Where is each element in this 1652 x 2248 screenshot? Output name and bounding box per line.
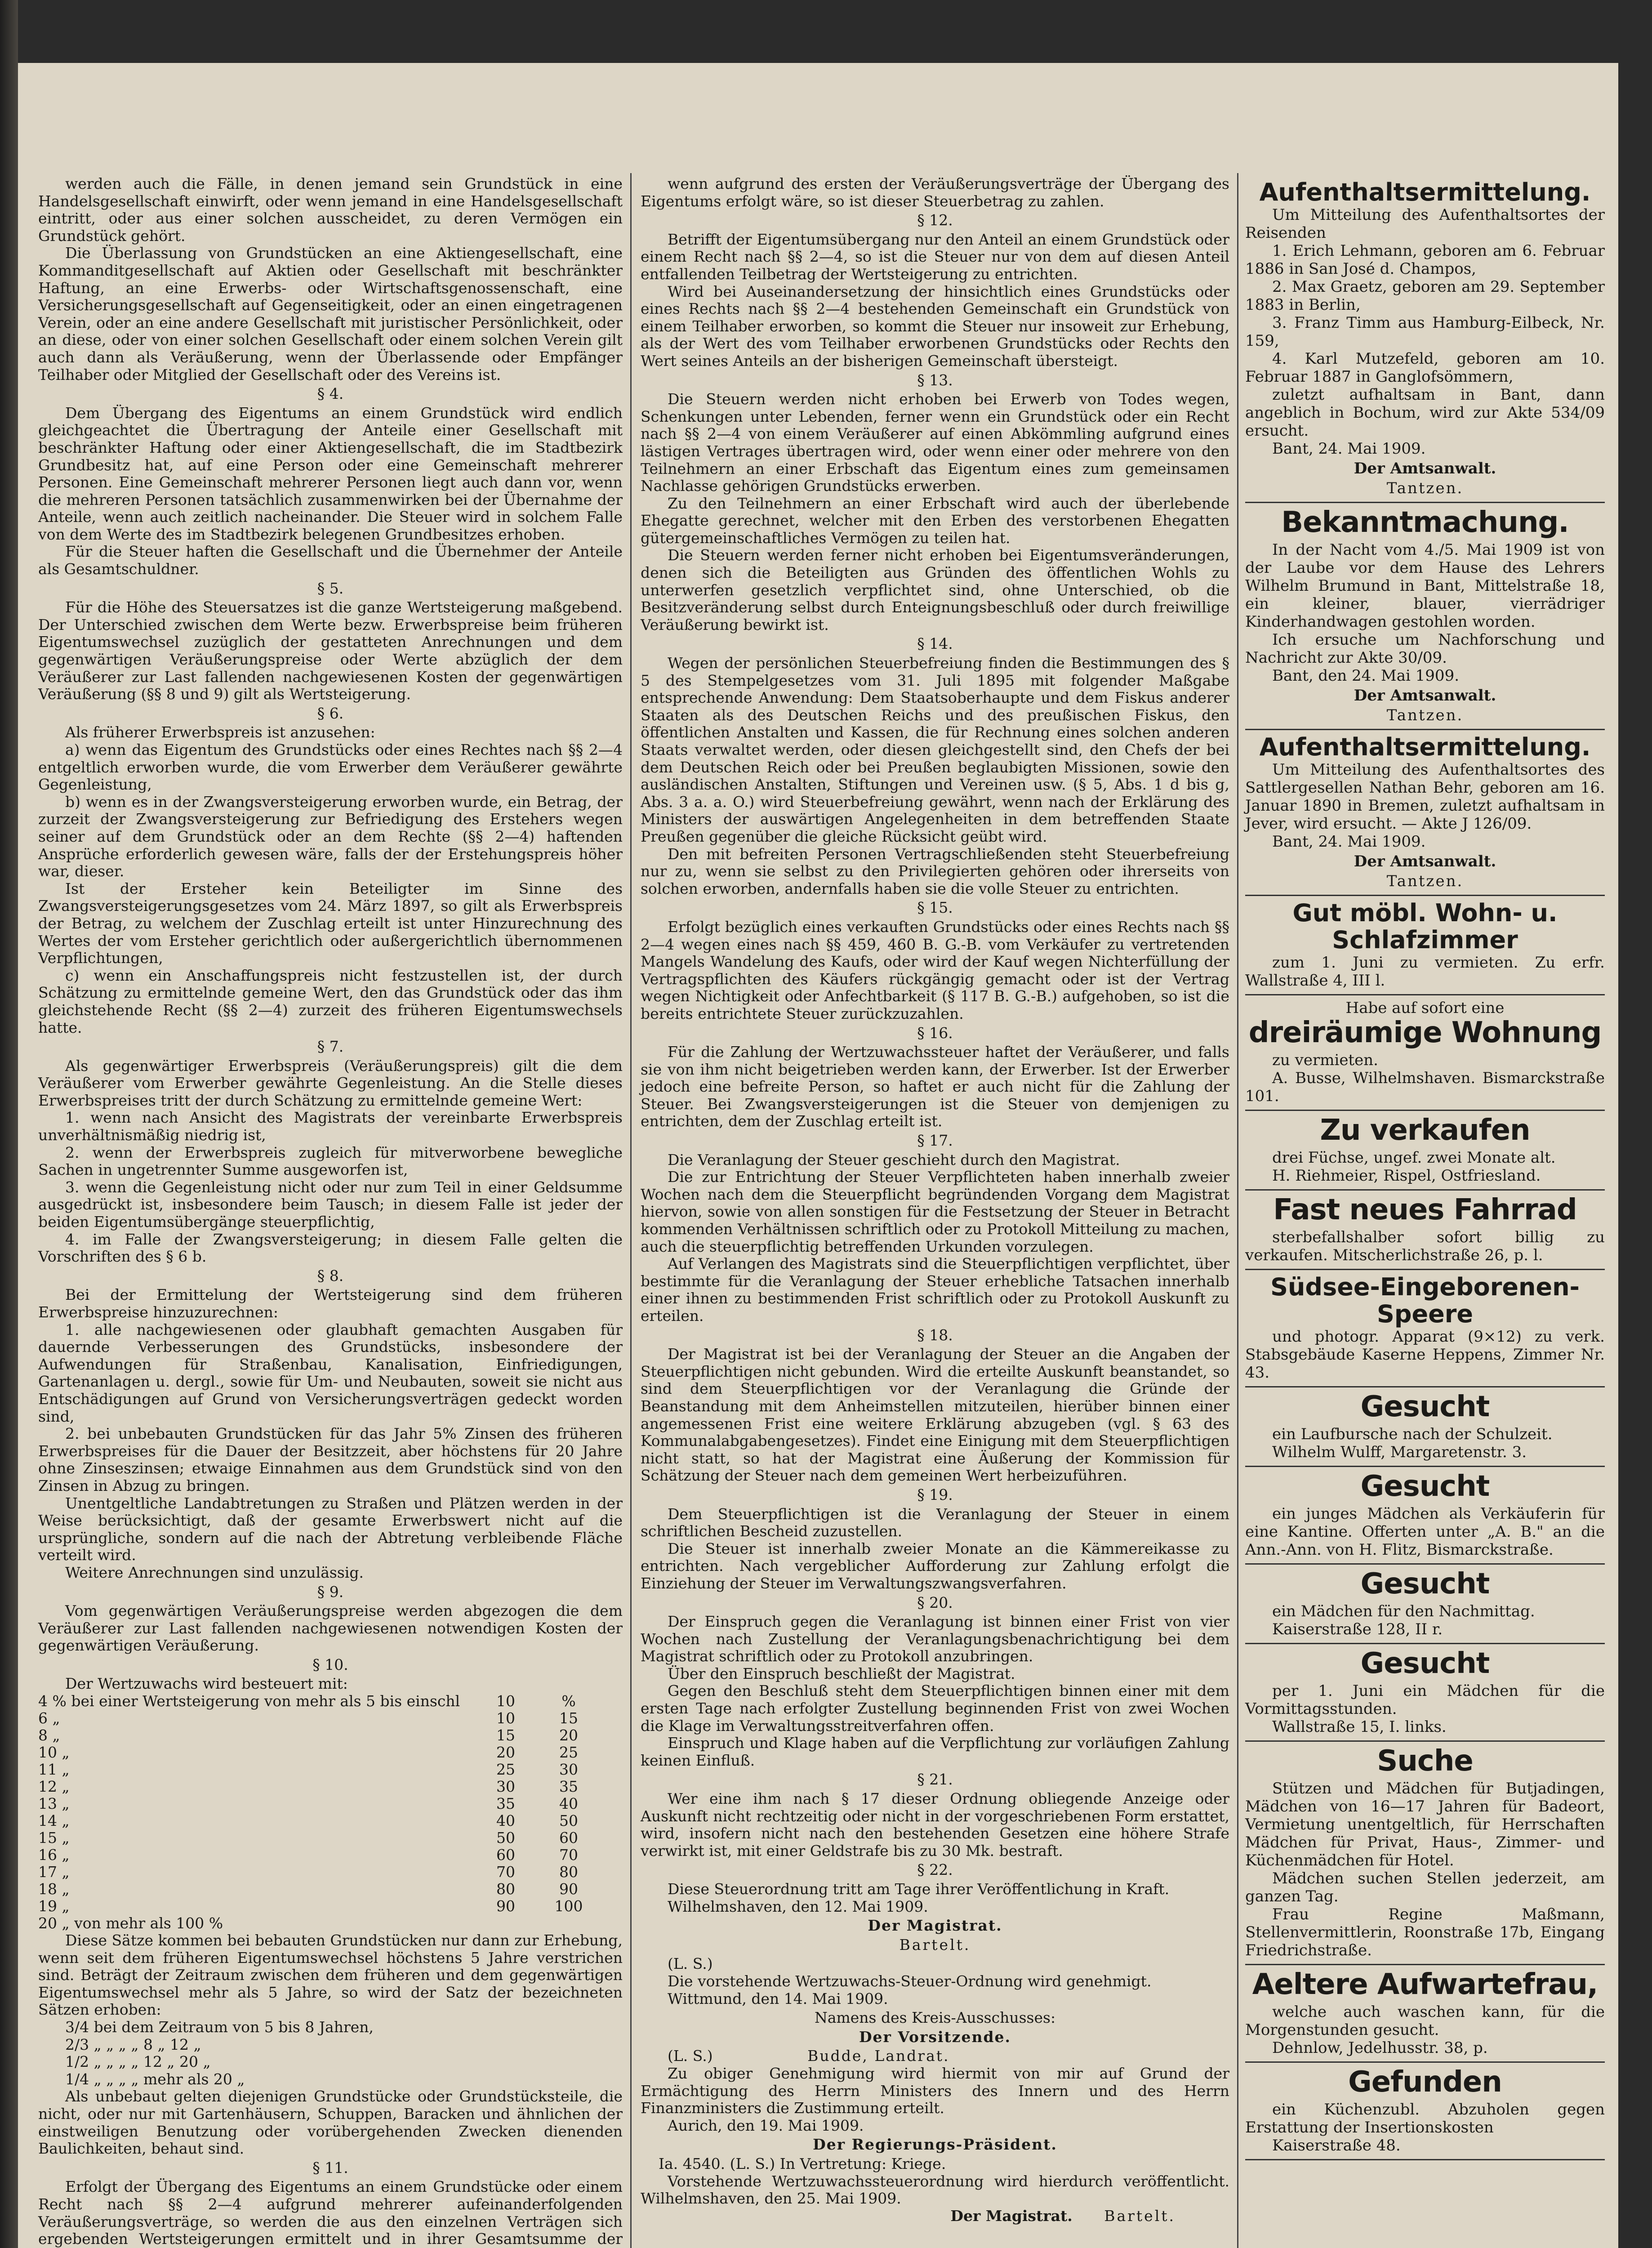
ad-body-line: 2. Max Graetz, geboren am 29. September 1883 in Berlin, bbox=[1245, 278, 1605, 314]
classified-ad bbox=[1245, 730, 1605, 896]
paragraph: Der Magistrat ist bei der Veranlagung der Steuer an die Angaben der Steuerpflichtigen nicht gebunden. Wird die erteilte Auskunft beanstandet, so sind dem Steuerpflichtigen vor der Veranlagung die Gründe der Beanstandung mit dem Anheimstellen mitzuteilen, hierüber binnen einer angemessenen Frist eine weitere Erklärung abzugeben (vgl. § 63 des Kommunalabgabengesetzes). Findet eine Einigung mit dem Steuerpflichtigen nicht statt, so hat der Magistrat eine Äußerung der Kommission für Schätzung der Steuer nach dem gemeinen Wert herbeizuführen. bbox=[641, 1345, 1229, 1485]
tax-rate-cell: 20 bbox=[496, 1744, 515, 1762]
section-heading: § 12. bbox=[917, 211, 953, 229]
paragraph: Diese Sätze kommen bei bebauten Grundstücken nur dann zur Erhebung, wenn seit dem früheren Eigentumswechsel höchstens 5 Jahre verstrichen sind. Beträgt der Zeitraum zwischen dem früheren und dem gegenwärtigen Eigentumswechsel mehr als 5 Jahre, so wird der Satz der bezeichneten Sätzen erhoben: bbox=[38, 1931, 623, 2019]
ad-title: Fast neues Fahrrad bbox=[1273, 1193, 1577, 1227]
newspaper-page bbox=[18, 63, 1618, 2248]
tax-rate-cell: 10 „ bbox=[38, 1744, 70, 1762]
tax-rate-cell: 60 bbox=[559, 1829, 578, 1847]
ad-body-line: Kaiserstraße 48. bbox=[1272, 2136, 1401, 2154]
tax-rate-cell: 20 „ von mehr als 100 % bbox=[38, 1914, 223, 1932]
tax-rate-cell: 25 bbox=[559, 1744, 578, 1762]
paragraph: wenn aufgrund des ersten der Veräußerungsverträge der Übergang des Eigentums erfolgt wäre, so ist dieser Steuerbetrag zu zahlen. bbox=[641, 175, 1229, 210]
paragraph: Wegen der persönlichen Steuerbefreiung finden die Bestimmungen des § 5 des Stempelgesetzes vom 31. Juli 1895 mit folgender Maßgabe entsprechende Anwendung: Dem Staatsoberhaupte und dem Fiskus anderer Staaten als des Deutschen Reichs und des preußischen Fiskus, den öffentlichen Anstalten und Kassen, die für Rechnung eines solchen anderen Staats verwaltet werden, oder diesen gleichgestellt sind, den Chefs der bei dem Deutschen Reich oder bei Preußen beglaubigten Missionen, sowie den ausländischen Anstalten, Stiftungen und Vereinen usw. (§ 5, Abs. 1 d bis g, Abs. 3 a. a. O.) wird Steuerbefreiung gewährt, wenn nach der Erklärung des Ministers der auswärtigen Angelegenheiten in dem betreffenden Staate Preußen gegenüber die gleiche Rücksicht geübt wird. bbox=[641, 654, 1229, 845]
classified-ad bbox=[1245, 1965, 1605, 2063]
tax-rate-cell: % bbox=[561, 1692, 576, 1710]
ad-body-line: welche auch waschen kann, für die Morgenstunden gesucht. bbox=[1245, 2003, 1605, 2039]
paragraph: Der Einspruch gegen die Veranlagung ist binnen einer Frist von vier Wochen nach Zustellung der Veranlagungsbenachrichtigung bei dem Magistrat schriftlich oder zu Protokoll anzubringen. bbox=[641, 1613, 1229, 1665]
section-heading: § 5. bbox=[317, 579, 344, 597]
tax-rate-cell: 4 % bei einer Wertsteigerung von mehr als 5 bis einschl bbox=[38, 1692, 460, 1710]
tax-rate-cell: 100 bbox=[554, 1897, 583, 1915]
paragraph: Als früherer Erwerbspreis ist anzusehen: bbox=[65, 723, 375, 741]
tax-rate-cell: 90 bbox=[496, 1897, 515, 1915]
section-heading: § 14. bbox=[917, 635, 953, 653]
approval-2-ref: Ia. 4540. (L. S.) In Vertretung: Kriege. bbox=[659, 2154, 946, 2172]
paragraph: Der Wertzuwachs wird besteuert mit: bbox=[65, 1675, 348, 1693]
paragraph: Weitere Anrechnungen sind unzulässig. bbox=[65, 1563, 364, 1581]
paragraph: 4. im Falle der Zwangsversteigerung; in diesem Falle gelten die Vorschriften des § 6 b. bbox=[38, 1230, 623, 1266]
signature-magistrat: Der Magistrat. bbox=[868, 1917, 1002, 1935]
paragraph: Gegen den Beschluß steht dem Steuerpflichtigen binnen einer mit dem ersten Tage nach erfolgter Zustellung beginnenden Frist von zwei Wochen die Klage im Verwaltungsstreitverfahren offen. bbox=[641, 1682, 1229, 1735]
approval-title: Der Vorsitzende. bbox=[859, 2028, 1011, 2046]
classified-ad bbox=[1245, 2063, 1605, 2160]
paragraph: Die Steuer ist innerhalb zweier Monate an die Kämmereikasse zu entrichten. Nach vergeblicher Aufforderung zur Zahlung erfolgt die Einziehung der Steuer im Verwaltungszwangsverfahren. bbox=[641, 1539, 1229, 1592]
ad-signature: Der Amtsanwalt. bbox=[1354, 852, 1496, 870]
ad-title: dreiräumige Wohnung bbox=[1248, 1016, 1602, 1049]
section-heading: § 16. bbox=[917, 1024, 953, 1042]
ad-body-line: Bant, den 24. Mai 1909. bbox=[1272, 667, 1460, 685]
ad-body-line: Um Mitteilung des Aufenthaltsortes der Reisenden bbox=[1245, 206, 1605, 242]
paragraph: 1. wenn nach Ansicht des Magistrats der vereinbarte Erwerbspreis unverhältnismäßig niedrig ist, bbox=[38, 1109, 623, 1144]
tax-rate-cell: 8 „ bbox=[38, 1726, 60, 1744]
tax-rate-cell: 70 bbox=[559, 1846, 578, 1864]
tax-rate-cell: 80 bbox=[496, 1880, 515, 1898]
seal-mark: (L. S.) bbox=[668, 1955, 713, 1973]
paragraph: Vom gegenwärtigen Veräußerungspreise werden abgezogen die dem Veräußerer zur Last fallenden nachgewiesenen notwendigen Kosten der gegenwärtigen Veräußerung. bbox=[38, 1602, 623, 1655]
tax-rate-row bbox=[38, 1829, 623, 1847]
ad-body-line: zuletzt aufhaltsam in Bant, dann angeblich in Bochum, wird zur Akte 534/09 ersucht. bbox=[1245, 386, 1605, 440]
ad-title: Aufenthaltsermittelung. bbox=[1259, 178, 1591, 206]
section-heading: § 21. bbox=[917, 1771, 953, 1789]
tax-rate-cell: 18 „ bbox=[38, 1880, 70, 1898]
tax-rate-row bbox=[38, 1710, 623, 1727]
page-fold-shadow bbox=[0, 0, 18, 2248]
column-middle-text bbox=[641, 175, 1229, 1915]
paragraph: Für die Zahlung der Wertzuwachssteuer haftet der Veräußerer, und falls sie von ihm nicht beigetrieben werden kann, der Erwerber. Ist der Erwerber jedoch eine befreite Person, so haftet er auch nicht für die Zahlung der Steuer. Bei Zwangsversteigerungen ist die Steuer von demjenigen zu entrichten, dem der Zuschlag erteilt ist. bbox=[641, 1043, 1229, 1130]
tax-rate-row bbox=[38, 1847, 623, 1864]
section-heading: § 17. bbox=[917, 1132, 953, 1150]
ad-body-line: Frau Regine Maßmann, Stellenvermittlerin, Roonstraße 17b, Eingang Friedrichstraße. bbox=[1245, 1905, 1605, 1959]
ad-body-line: Bant, 24. Mai 1909. bbox=[1272, 833, 1426, 851]
tax-rate-row bbox=[38, 1915, 623, 1932]
paragraph: Zu den Teilnehmern an einer Erbschaft wird auch der überlebende Ehegatte gerechnet, welcher mit den Erben des verstorbenen Ehegatten gütergemeinschaftliches Vermögen zu teilen hat. bbox=[641, 494, 1229, 547]
ad-title: Gefunden bbox=[1348, 2065, 1502, 2099]
ad-title: Suche bbox=[1377, 1744, 1473, 1778]
paragraph: Dem Steuerpflichtigen ist die Veranlagung der Steuer in einem schriftlichen Bescheid zuzustellen. bbox=[641, 1505, 1229, 1540]
ad-body-line: Mädchen suchen Stellen jederzeit, am ganzen Tag. bbox=[1245, 1869, 1605, 1905]
approval-text: Die vorstehende Wertzuwachs-Steuer-Ordnung wird genehmigt. bbox=[668, 1972, 1152, 1990]
ad-body-line: drei Füchse, ungef. zwei Monate alt. bbox=[1272, 1149, 1556, 1167]
tax-rate-cell: 12 „ bbox=[38, 1778, 70, 1796]
ad-signature-name: Tantzen. bbox=[1386, 706, 1464, 724]
signature-name: Bartelt. bbox=[899, 1936, 971, 1954]
ad-body-line: ein Laufbursche nach der Schulzeit. bbox=[1272, 1425, 1553, 1443]
paragraph: Ist der Ersteher kein Beteiligter im Sinne des Zwangsversteigerungsgesetzes vom 24. März 1897, so gilt als Erwerbspreis der Betrag, zu welchem der Zuschlag erteilt ist unter Hinzurechnung des Wertes der vom Ersteher gerichtlich oder außergerichtlich übernommenen Verpflichtungen, bbox=[38, 879, 623, 967]
section-heading: § 7. bbox=[317, 1038, 344, 1056]
paragraph: Wird bei Auseinandersetzung der hinsichtlich eines Grundstücks oder eines Rechts nach §§ 2—4 bestehenden Gemeinschaft ein Grundstück von einem Teilhaber erworben, so kommt die Steuer nur insoweit zur Erhebung, als der Wert des vom Teilhaber erworbenen Grundstücks oder Rechts den Wert seines Anteils an der bisherigen Gemeinschaft übersteigt. bbox=[641, 282, 1229, 370]
paragraph: Unentgeltliche Landabtretungen zu Straßen und Plätzen werden in der Weise berücksichtigt, daß der gesamte Erwerbswert nicht auf die ursprüngliche, sondern auf die nach der Abtretung verbleibende Fläche verteilt wird. bbox=[38, 1494, 623, 1564]
paragraph: Als unbebaut gelten diejenigen Grundstücke oder Grundstücksteile, die nicht, oder nur mit Gartenhäusern, Schuppen, Baracken und ähnlichen der einstweiligen Benutzung oder vorübergehenden Zwecken dienenden Baulichkeiten, behaut sind. bbox=[38, 2087, 623, 2158]
paragraph: b) wenn es in der Zwangsversteigerung erworben wurde, ein Betrag, der zurzeit der Zwangsversteigerung zur Befriedigung des Erstehers wegen seiner auf dem Grundstück oder an dem Rechte (§§ 2—4) haftenden Ansprüche erforderlich gewesen wäre, falls der der Erstehungspreis höher war, dieser. bbox=[38, 793, 623, 880]
classified-ad bbox=[1245, 1467, 1605, 1565]
paragraph: Wer eine ihm nach § 17 dieser Ordnung obliegende Anzeige oder Auskunft nicht rechtzeitig oder nicht in der vorgeschriebenen Form erstattet, wird, insofern nicht nach den bestehenden Gesetzen eine höhere Strafe verwirkt ist, mit einer Geldstrafe bis zu 30 Mk. bestraft. bbox=[641, 1790, 1229, 1860]
paragraph: 1. alle nachgewiesenen oder glaubhaft gemachten Ausgaben für dauernde Verbesserungen des Grundstücks, insbesondere der Aufwendungen für Straßenbau, Kanalisation, Einfriedigungen, Gartenanlagen u. dergl., sowie für Um- und Neubauten, soweit sie nicht aus Entschädigungen auf Grund von Versicherungsverträgen gedeckt worden sind, bbox=[38, 1320, 623, 1425]
paragraph: Erfolgt der Übergang des Eigentums an einem Grundstücke oder einem Recht nach §§ 2—4 aufgrund mehrerer aufeinanderfolgenden Veräußerungsverträge, so werden die aus den einzelnen Verträgen sich ergebenden Wertsteigerungen ermittelt und in ihrer Gesamtsumme der bbox=[38, 2178, 623, 2248]
tax-rate-cell: 19 „ bbox=[38, 1897, 70, 1915]
tax-rate-row bbox=[38, 1812, 623, 1829]
ad-title: Gesucht bbox=[1360, 1390, 1490, 1423]
ad-title: Aufenthaltsermittelung. bbox=[1259, 733, 1591, 761]
section-heading: § 13. bbox=[917, 371, 953, 389]
tax-rate-cell: 60 bbox=[496, 1846, 515, 1864]
ad-signature-name: Tantzen. bbox=[1386, 872, 1464, 890]
classified-ad bbox=[1245, 995, 1605, 1111]
ad-body-line: Wilhelm Wulff, Margaretenstr. 3. bbox=[1272, 1443, 1527, 1461]
tax-rate-cell: 50 bbox=[496, 1829, 515, 1847]
ad-body-line: Kaiserstraße 128, II r. bbox=[1272, 1620, 1443, 1638]
tax-rate-cell: 14 „ bbox=[38, 1812, 70, 1830]
tax-rate-table bbox=[38, 1693, 623, 1932]
tax-rate-cell: 35 bbox=[559, 1778, 578, 1796]
tax-rate-row bbox=[38, 1761, 623, 1778]
paragraph: Auf Verlangen des Magistrats sind die Steuerpflichtigen verpflichtet, über bestimmte für die Veranlagung der Steuer erhebliche Tatsachen innerhalb einer ihnen zu bestimmenden Frist schriftlich oder zu Protokoll Auskunft zu erteilen. bbox=[641, 1255, 1229, 1325]
ad-body-line: Um Mitteilung des Aufenthaltsortes des Sattlergesellen Nathan Behr, geboren am 16. Januar 1890 in Bremen, zuletzt aufhaltsam in Jever, wird ersucht. — Akte J 126/09. bbox=[1245, 761, 1605, 833]
tax-rate-row bbox=[38, 1898, 623, 1915]
classified-ad bbox=[1245, 1191, 1605, 1270]
section-heading: § 19. bbox=[917, 1485, 953, 1503]
tax-rate-cell: 90 bbox=[559, 1880, 578, 1898]
paragraph: Betrifft der Eigentumsübergang nur den Anteil an einem Grundstück oder einem Recht nach §§ 2—4, so ist die Steuer nur von dem auf diesen Anteil entfallenden Teilbetrag der Wertsteigerung zu entrichten. bbox=[641, 230, 1229, 283]
ad-intro: Habe auf sofort eine bbox=[1345, 999, 1505, 1017]
tax-rate-cell: 40 bbox=[496, 1812, 515, 1830]
ad-signature-name: Tantzen. bbox=[1386, 479, 1464, 497]
tax-rate-row bbox=[38, 1744, 623, 1761]
tax-rate-cell: 70 bbox=[496, 1863, 515, 1881]
tax-rate-cell: 30 bbox=[496, 1778, 515, 1796]
tax-rate-row bbox=[38, 1693, 623, 1710]
tax-rate-cell: 15 bbox=[559, 1709, 578, 1727]
classified-ad bbox=[1245, 175, 1605, 503]
ad-title: Gesucht bbox=[1360, 1567, 1490, 1601]
publish-text: Vorstehende Wertzuwachssteuerordnung wird hierdurch veröffentlicht. Wilhelmshaven, den 25. Mai 1909. bbox=[641, 2172, 1229, 2208]
tax-rate-row bbox=[38, 1795, 623, 1812]
ad-body-line: sterbefallshalber sofort billig zu verkaufen. Mitscherlichstraße 26, p. l. bbox=[1245, 1228, 1605, 1264]
paragraph: Für die Steuer haften die Gesellschaft und die Übernehmer der Anteile als Gesamtschuldner. bbox=[38, 543, 623, 578]
column-divider-2 bbox=[1237, 173, 1238, 2248]
section-heading: § 11. bbox=[312, 2159, 348, 2177]
tax-rate-cell: 30 bbox=[559, 1761, 578, 1779]
ad-body-line: Wallstraße 15, I. links. bbox=[1272, 1718, 1447, 1736]
tax-rate-row bbox=[38, 1864, 623, 1881]
approval-place: Wittmund, den 14. Mai 1909. bbox=[668, 1989, 888, 2007]
paragraph: Dem Übergang des Eigentums an einem Grundstück wird endlich gleichgeachtet die Übertragung der Anteile einer Gesellschaft mit beschränkter Haftung oder einer Aktiengesellschaft, die im Stadtbezirk Grundbesitz hat, auf eine Person oder eine Gemeinschaft mehrerer Personen. Eine Gemeinschaft mehrerer Personen liegt auch dann vor, wenn die mehreren Personen tatsächlich zusammenwirken bei der Übernahme der Anteile, wenn auch zeitlich nacheinander. Die Steuer wird in solchem Falle von dem Werte des im Stadtbezirk belegenen Grundbesitzes erhoben. bbox=[38, 404, 623, 543]
tax-rate-cell bbox=[470, 1915, 542, 1932]
paragraph: Die Veranlagung der Steuer geschieht durch den Magistrat. bbox=[668, 1151, 1120, 1169]
paragraph: c) wenn ein Anschaffungspreis nicht festzustellen ist, der durch Schätzung zu ermittelnde gemeine Wert, den das Grundstück oder das ihm gleichstehende Recht (§§ 2—4) zurzeit des früheren Eigentumswechsels hatte. bbox=[38, 966, 623, 1036]
section-heading: § 22. bbox=[917, 1861, 953, 1879]
ad-body-line: A. Busse, Wilhelmshaven. Bismarckstraße 101. bbox=[1245, 1069, 1605, 1105]
paragraph: 2. wenn der Erwerbspreis zugleich für mitverworbene bewegliche Sachen in ungetrennter Summe ausgeworfen ist, bbox=[38, 1143, 623, 1179]
ad-body-line: In der Nacht vom 4./5. Mai 1909 ist von der Laube vor dem Hause des Lehrers Wilhelm Brumund in Bant, Mittelstraße 18, ein kleiner, blauer, vierrädriger Kinderhandwagen gestohlen worden. bbox=[1245, 541, 1605, 631]
paragraph: Einspruch und Klage haben auf die Verpflichtung zur vorläufigen Zahlung keinen Einfluß. bbox=[641, 1734, 1229, 1769]
tax-rate-cell: 16 „ bbox=[38, 1846, 70, 1864]
section-heading: § 10. bbox=[312, 1655, 348, 1673]
column-ads bbox=[1245, 175, 1605, 2160]
tax-rate-cell: 15 bbox=[496, 1726, 515, 1744]
classified-ad bbox=[1245, 896, 1605, 995]
paragraph: Den mit befreiten Personen Vertragschließenden steht Steuerbefreiung nur zu, wenn sie selbst zu den Privilegierten gehören oder ihrerseits von solchen erworben, andernfalls haben sie die volle Steuer zu entrichten. bbox=[641, 845, 1229, 897]
tax-rate-cell: 80 bbox=[559, 1863, 578, 1881]
tax-rate-cell: 6 „ bbox=[38, 1709, 60, 1727]
paragraph: Über den Einspruch beschließt der Magistrat. bbox=[668, 1664, 1015, 1682]
section-heading: § 9. bbox=[317, 1583, 344, 1601]
paragraph: 1/2 „ „ „ „ 12 „ 20 „ bbox=[65, 2053, 211, 2071]
paragraph: 1/4 „ „ „ „ mehr als 20 „ bbox=[65, 2070, 245, 2088]
classified-ad bbox=[1245, 1270, 1605, 1387]
tax-rate-cell: 35 bbox=[496, 1795, 515, 1813]
classified-ad bbox=[1245, 1111, 1605, 1191]
ad-body-line: Bant, 24. Mai 1909. bbox=[1272, 440, 1426, 458]
ad-body-line: per 1. Juni ein Mädchen für die Vormittagsstunden. bbox=[1245, 1682, 1605, 1718]
ad-signature: Der Amtsanwalt. bbox=[1354, 687, 1496, 705]
tax-rate-cell: 20 bbox=[559, 1726, 578, 1744]
tax-rate-cell: 10 bbox=[496, 1709, 515, 1727]
classified-ad bbox=[1245, 1387, 1605, 1467]
column-left-text bbox=[38, 175, 623, 1693]
ad-body-line: ein junges Mädchen als Verkäuferin für eine Kantine. Offerten unter „A. B." an die Ann.-Ann. von H. Flitz, Bismarckstraße. bbox=[1245, 1505, 1605, 1559]
paragraph: 2/3 „ „ „ „ 8 „ 12 „ bbox=[65, 2035, 201, 2053]
ad-signature: Der Amtsanwalt. bbox=[1354, 459, 1496, 477]
approval-2-title: Der Regierungs-Präsident. bbox=[813, 2136, 1057, 2154]
tax-rate-cell: 10 bbox=[496, 1692, 515, 1710]
paragraph: Die Überlassung von Grundstücken an eine Aktiengesellschaft, eine Kommanditgesellschaft auf Aktien oder Gesellschaft mit beschränkter Haftung, an eine Erwerbs- oder Wirtschaftsgenossenschaft, eine Versicherungsgesellschaft auf Gegenseitigkeit, oder an einen eingetragenen Verein, oder an eine andere Gesellschaft mit juristischer Persönlichkeit, oder an diese, oder von einer solchen Gesellschaft oder einem solchen Verein gilt auch dann als Veräußerung, wenn der Überlassende oder Empfänger Teilhaber oder Mitglied der Gesellschaft oder des Vereins ist. bbox=[38, 244, 623, 384]
paragraph: Die Steuern werden ferner nicht erhoben bei Eigentumsveränderungen, denen sich die Beteiligten aus Gründen des öffentlichen Wohls zu unterwerfen gesetzlich verpflichtet sind, ohne Unterschied, ob die Besitzveränderung selbst durch Enteignungsbeschluß oder durch freiwillige Veräußerung bewirkt ist. bbox=[641, 546, 1229, 633]
paragraph: Bei der Ermittelung der Wertsteigerung sind dem früheren Erwerbspreise hinzuzurechnen: bbox=[38, 1286, 623, 1321]
ad-body-line: ein Mädchen für den Nachmittag. bbox=[1272, 1602, 1535, 1620]
publish-signature: Der Magistrat. Bartelt. bbox=[950, 2207, 1176, 2225]
paragraph: 2. bei unbebauten Grundstücken für das Jahr 5% Zinsen des früheren Erwerbspreises für die Dauer der Besitzzeit, aber höchstens für 20 Jahre ohne Zinseszinsen; etwaige Einnahmen aus dem Grundstück sind von den Zinsen in Abzug zu bringen. bbox=[38, 1425, 623, 1494]
ad-body-line: 1. Erich Lehmann, geboren am 6. Februar 1886 in San José d. Champos, bbox=[1245, 242, 1605, 278]
paragraph: Die zur Entrichtung der Steuer Verpflichteten haben innerhalb zweier Wochen nach dem die Steuerpflicht begründenden Vorgang dem Magistrat hiervon, sowie von allen sonstigen für die Festsetzung der Steuer in Betracht kommenden Verhältnissen schriftlich oder zu Protokoll Mitteilung zu machen, auch die steuerpflichtig betreffenden Urkunden vorzulegen. bbox=[641, 1168, 1229, 1255]
classified-ad bbox=[1245, 1644, 1605, 1742]
ad-body-line: ein Küchenzubl. Abzuholen gegen Erstattung der Insertionskosten bbox=[1245, 2101, 1605, 2136]
approval-2-text: Zu obiger Genehmigung wird hiermit von mir auf Grund der Ermächtigung des Herrn Ministers des Innern und des Herrn Finanzministers die Zustimmung erteilt. bbox=[641, 2064, 1229, 2117]
section-heading: § 8. bbox=[317, 1267, 344, 1285]
tax-rate-row bbox=[38, 1881, 623, 1898]
section-heading: § 18. bbox=[917, 1326, 953, 1344]
tax-rate-cell bbox=[542, 1915, 596, 1932]
section-heading: § 15. bbox=[917, 899, 953, 917]
tax-rate-cell: 15 „ bbox=[38, 1829, 70, 1847]
ad-body-line: 3. Franz Timm aus Hamburg-Eilbeck, Nr. 159, bbox=[1245, 314, 1605, 350]
seal-mark-2: (L. S.) Budde, Landrat. bbox=[668, 2047, 950, 2065]
tax-rate-row bbox=[38, 1727, 623, 1744]
paragraph: Erfolgt bezüglich eines verkauften Grundstücks oder eines Rechts nach §§ 2—4 wegen eines nach §§ 459, 460 B. G.-B. vom Verkäufer zu vertretenden Mangels Wandelung des Kaufs, oder wird der Kauf wegen Nichterfüllung der Vertragspflichten des Käufers rückgängig gemacht oder ist der Vertrag wegen Nichtigkeit oder Anfechtbarkeit (§ 117 B. G.-B.) aufgehoben, so ist die bereits entrichtete Steuer zurückzuzahlen. bbox=[641, 918, 1229, 1022]
column-left bbox=[38, 175, 623, 2248]
approval-org: Namens des Kreis-Ausschusses: bbox=[814, 2009, 1056, 2027]
paragraph: Als gegenwärtiger Erwerbspreis (Veräußerungspreis) gilt die dem Veräußerer vom Erwerber gewährte Gegenleistung. An die Stelle dieses Erwerbspreises tritt der durch Schätzung zu ermittelnde gemeine Wert: bbox=[38, 1057, 623, 1109]
paragraph: Wilhelmshaven, den 12. Mai 1909. bbox=[668, 1897, 928, 1915]
paragraph: Für die Höhe des Steuersatzes ist die ganze Wertsteigerung maßgebend. Der Unterschied zwischen dem Werte bezw. Erwerbspreise beim früheren Eigentumswechsel zuzüglich der gestatteten Anrechnungen und dem gegenwärtigen Veräußerungspreise oder Werte abzüglich der dem Veräußerer zur Last fallenden nachgewiesenen Kosten der gegenwärtigen Veräußerung (§§ 8 und 9) gilt als Wertsteigerung. bbox=[38, 598, 623, 703]
ad-title: Aeltere Aufwartefrau, bbox=[1252, 1968, 1598, 2001]
paragraph: a) wenn das Eigentum des Grundstücks oder eines Rechtes nach §§ 2—4 entgeltlich erworben wurde, die vom Erwerber dem Veräußerer gewährte Gegenleistung, bbox=[38, 741, 623, 794]
column-middle bbox=[641, 175, 1229, 2225]
ad-body-line: Ich ersuche um Nachforschung und Nachricht zur Akte 30/09. bbox=[1245, 631, 1605, 667]
column-divider bbox=[630, 173, 632, 2248]
ad-body-line: Stützen und Mädchen für Butjadingen, Mädchen von 16—17 Jahren für Badeort, Vermietung unentgeltlich, für Herrschaften Mädchen für Privat, Haus-, Zimmer- und Küchenmädchen für Hotel. bbox=[1245, 1780, 1605, 1869]
approval-2-place: Aurich, den 19. Mai 1909. bbox=[668, 2116, 864, 2134]
paragraph: Diese Steuerordnung tritt am Tage ihrer Veröffentlichung in Kraft. bbox=[668, 1880, 1170, 1898]
section-heading: § 6. bbox=[317, 704, 344, 722]
ad-body-line: H. Riehmeier, Rispel, Ostfriesland. bbox=[1272, 1167, 1541, 1185]
tax-rate-cell: 17 „ bbox=[38, 1863, 70, 1881]
tax-rate-cell: 13 „ bbox=[38, 1795, 70, 1813]
classified-ad bbox=[1245, 503, 1605, 730]
tax-rate-cell: 40 bbox=[559, 1795, 578, 1813]
paragraph: werden auch die Fälle, in denen jemand sein Grundstück in eine Handelsgesellschaft einwirft, oder wenn jemand in eine Handelsgesellschaft eintritt, oder aus einer solchen ausscheidet, zu deren Vermögen ein Grundstück gehört. bbox=[38, 175, 623, 245]
ad-title: Gesucht bbox=[1360, 1647, 1490, 1680]
ad-body-line: Dehnlow, Jedelhusstr. 38, p. bbox=[1272, 2039, 1488, 2057]
ad-title: Zu verkaufen bbox=[1320, 1114, 1530, 1147]
ad-body-line: 4. Karl Mutzefeld, geboren am 10. Februar 1887 in Ganglofsömmern, bbox=[1245, 350, 1605, 386]
paragraph: Die Steuern werden nicht erhoben bei Erwerb von Todes wegen, Schenkungen unter Lebenden, ferner wenn ein Grundstück oder ein Recht nach §§ 2—4 von einem Veräußerer auf einen Abkömmling aufgrund eines lästigen Vertrages übertragen wird, oder wenn einer oder mehrere von den Teilnehmern an einer Erbschaft das Eigentum eines zum gemeinsamen Nachlasse gehörigen Grundstücks erwerben. bbox=[641, 390, 1229, 495]
paragraph: 3/4 bei dem Zeitraum von 5 bis 8 Jahren, bbox=[65, 2018, 374, 2036]
paragraph: 3. wenn die Gegenleistung nicht oder nur zum Teil in einer Geldsumme ausgedrückt ist, insbesondere beim Tausch; in diesem Falle ist jeder der beiden Eigentumsübergänge steuerpflichtig, bbox=[38, 1178, 623, 1231]
classified-ad bbox=[1245, 1742, 1605, 1965]
ad-body-line: zu vermieten. bbox=[1272, 1051, 1378, 1069]
tax-rate-cell: 25 bbox=[496, 1761, 515, 1779]
ad-title: Südsee-Eingeborenen-Speere bbox=[1270, 1273, 1580, 1328]
ad-title: Gesucht bbox=[1360, 1470, 1490, 1503]
tax-rate-cell: 11 „ bbox=[38, 1761, 70, 1779]
tax-rate-cell: 50 bbox=[559, 1812, 578, 1830]
section-heading: § 4. bbox=[317, 385, 344, 403]
ad-body-line: zum 1. Juni zu vermieten. Zu erfr. Wallstraße 4, III l. bbox=[1245, 954, 1605, 990]
classified-ad bbox=[1245, 1565, 1605, 1644]
ad-title: Gut möbl. Wohn- u. Schlafzimmer bbox=[1292, 899, 1558, 954]
ad-title: Bekanntmachung. bbox=[1281, 506, 1569, 539]
column-left-text-continued bbox=[38, 1932, 623, 2248]
tax-rate-row bbox=[38, 1778, 623, 1795]
ad-body-line: und photogr. Apparat (9×12) zu verk. Stabsgebäude Kaserne Heppens, Zimmer Nr. 43. bbox=[1245, 1328, 1605, 1382]
section-heading: § 20. bbox=[917, 1593, 953, 1611]
